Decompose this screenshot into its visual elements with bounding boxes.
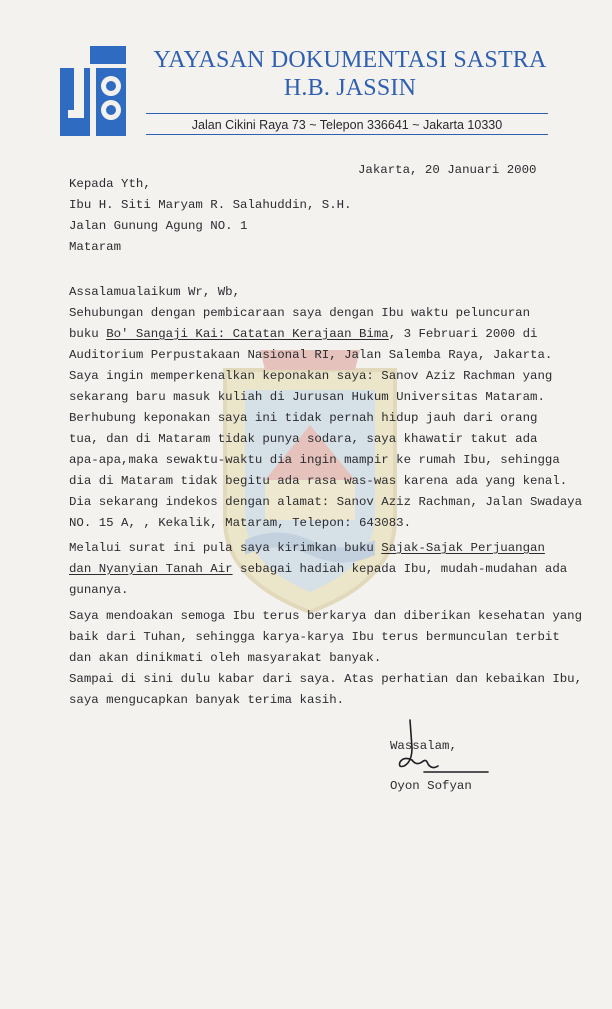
body-line: Auditorium Perpustakaan Nasional RI, Jalan Salemba Raya, Jakarta. <box>69 348 553 362</box>
body-line: Sampai di sini dulu kabar dari saya. Atas perhatian dan kebaikan Ibu, <box>69 672 583 686</box>
body-line <box>69 324 537 345</box>
body-line: gunanya. <box>69 583 129 597</box>
letterhead-address: Jalan Cikini Raya 73 ~ Telepon 336641 ~ Jakarta 10330 <box>191 118 503 132</box>
foundation-logo-icon <box>60 46 126 136</box>
letterhead-rule-bottom <box>146 134 548 135</box>
book-title-sajak-sajak: Sajak-Sajak Perjuangan <box>381 541 545 555</box>
body-line: Berhubung keponakan saya ini tidak pernah hidup jauh dari orang <box>69 411 538 425</box>
body-line: dan akan dinikmati oleh masyarakat banyak. <box>69 651 382 665</box>
recipient-line-1: Kepada Yth, <box>69 177 151 191</box>
body-line: sekarang baru masuk kuliah di Jurusan Hukum Universitas Mataram. <box>69 390 545 404</box>
body-line: Sehubungan dengan pembicaraan saya dengan Ibu waktu peluncuran <box>69 306 531 320</box>
body-line: saya mengucapkan banyak terima kasih. <box>69 693 345 707</box>
body-line: apa-apa,maka sewaktu-waktu dia ingin mampir ke rumah Ibu, sehingga <box>69 453 560 467</box>
organization-name <box>140 46 560 102</box>
letterhead-rule-top <box>146 113 548 114</box>
greeting: Assalamualaikum Wr, Wb, <box>69 285 241 299</box>
recipient-line-2: Ibu H. Siti Maryam R. Salahuddin, S.H. <box>69 198 352 212</box>
letter-date: Jakarta, 20 Januari 2000 <box>358 163 537 177</box>
org-name-line-2: H.B. JASSIN <box>283 75 417 101</box>
recipient-line-4: Mataram <box>69 240 122 254</box>
body-text: Melalui surat ini pula saya kirimkan buku <box>69 541 382 555</box>
body-line: tua, dan di Mataram tidak punya sodara, saya khawatir takut ada <box>69 432 538 446</box>
handwritten-signature <box>398 718 490 778</box>
org-name-line-1: YAYASAN DOKUMENTASI SASTRA <box>153 47 547 73</box>
body-line <box>69 538 545 559</box>
book-title-bo-sangaji-kai: Bo' Sangaji Kai: Catatan Kerajaan Bima <box>106 327 389 341</box>
body-line: NO. 15 A, , Kekalik, Mataram, Telepon: 643083. <box>69 516 412 530</box>
signer-name: Oyon Sofyan <box>390 779 472 793</box>
closing: Wassalam, <box>390 739 457 753</box>
body-line: dia di Mataram tidak begitu ada rasa was-was karena ada yang kenal. <box>69 474 568 488</box>
body-text: , 3 Februari 2000 di <box>388 327 538 341</box>
body-line: baik dari Tuhan, sehingga karya-karya Ibu terus bermunculan terbit <box>69 630 560 644</box>
body-text: sebagai hadiah kepada Ibu, mudah-mudahan ada <box>232 562 568 576</box>
body-line <box>69 559 567 580</box>
body-line: Dia sekarang indekos dengan alamat: Sanov Aziz Rachman, Jalan Swadaya <box>69 495 583 509</box>
book-title-sajak-sajak-cont: dan Nyanyian Tanah Air <box>69 562 233 576</box>
body-line: Saya ingin memperkenalkan keponakan saya: Sanov Aziz Rachman yang <box>69 369 553 383</box>
body-line: Saya mendoakan semoga Ibu terus berkarya dan diberikan kesehatan yang <box>69 609 583 623</box>
body-text: buku <box>69 327 107 341</box>
recipient-line-3: Jalan Gunung Agung NO. 1 <box>69 219 248 233</box>
